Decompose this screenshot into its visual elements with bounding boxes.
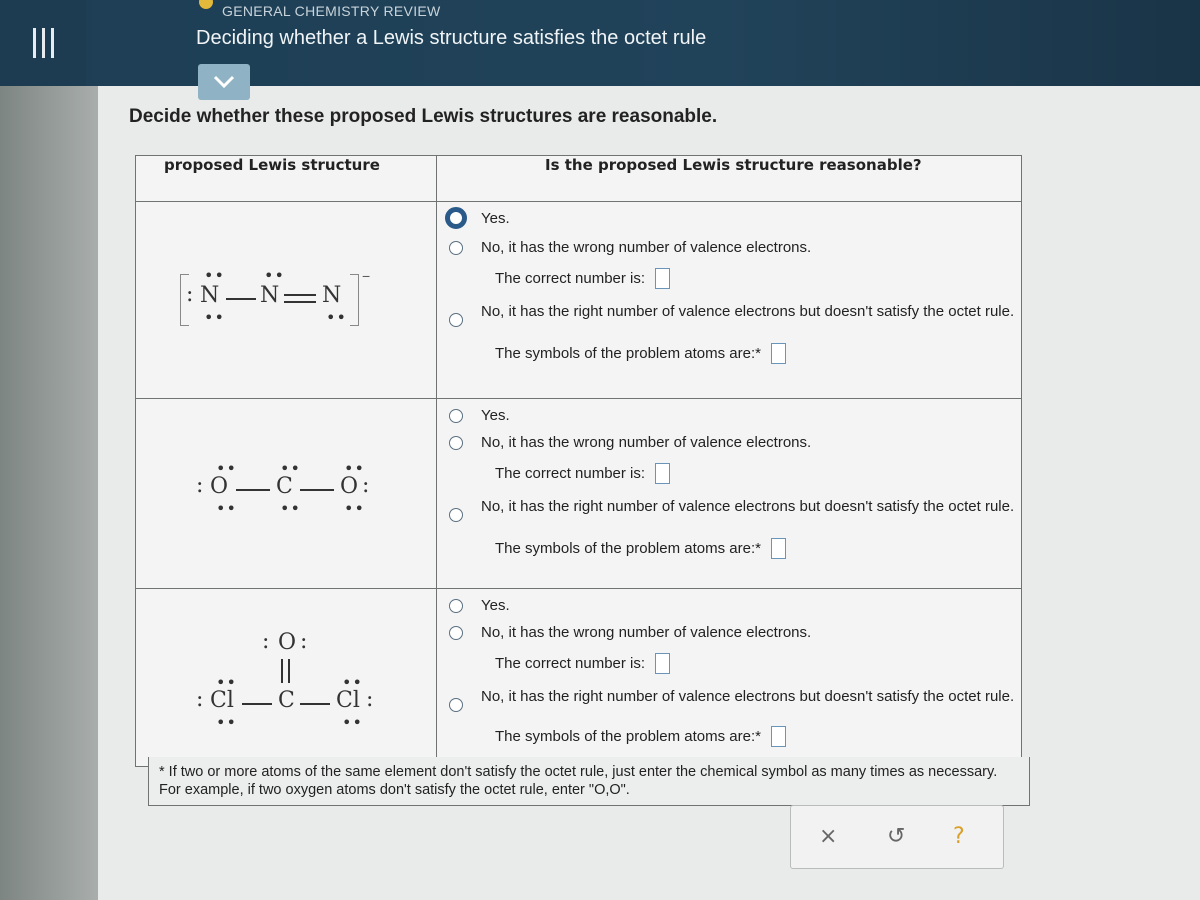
- footnote: * If two or more atoms of the same element don't satisfy the octet rule, just enter the chemical symbol as many times as necessary. For example, if two oxygen atoms don't satisfy the octet rule, enter "O,O".: [148, 757, 1030, 806]
- correct-number-input[interactable]: [655, 463, 670, 484]
- hamburger-icon: [33, 28, 54, 58]
- atom: C: [278, 688, 295, 713]
- problem-atoms-input[interactable]: [771, 343, 786, 364]
- chevron-down-icon: [213, 75, 235, 89]
- charge: −: [362, 268, 371, 284]
- option-wrong-count[interactable]: No, it has the wrong number of valence electrons.: [449, 239, 1021, 256]
- atom: Cl: [336, 688, 360, 713]
- clear-icon[interactable]: ×: [819, 824, 838, 849]
- radio[interactable]: [449, 626, 463, 640]
- correct-number-input[interactable]: [655, 653, 670, 674]
- answer-cell-1: [437, 202, 1022, 399]
- radio[interactable]: [449, 313, 463, 327]
- atom: C: [276, 474, 293, 499]
- atom: Cl: [210, 688, 234, 713]
- left-margin: [0, 0, 98, 900]
- help-icon[interactable]: ?: [953, 824, 965, 849]
- option-wrong-count[interactable]: No, it has the wrong number of valence electrons.: [449, 624, 1021, 641]
- option-octet[interactable]: No, it has the right number of valence electrons but doesn't satisfy the octet rule.: [449, 498, 1021, 522]
- lewis-structure-2: •• : O •• •• C •• •• O : ••: [196, 459, 370, 518]
- action-bar: [790, 805, 1004, 869]
- page-title: Deciding whether a Lewis structure satisfies the octet rule: [196, 27, 707, 49]
- atom: O: [210, 474, 229, 499]
- atom: N: [260, 283, 280, 308]
- correct-number-row: The correct number is:: [495, 268, 1021, 289]
- option-octet[interactable]: No, it has the right number of valence electrons but doesn't satisfy the octet rule.: [449, 688, 1021, 712]
- radio[interactable]: [449, 508, 463, 522]
- lewis-structure-1: : •• N •• •• N N •• −: [180, 270, 380, 330]
- option-yes[interactable]: Yes.: [449, 407, 1021, 424]
- radio[interactable]: [449, 409, 463, 423]
- correct-number-input[interactable]: [655, 268, 670, 289]
- correct-number-row: The correct number is:: [495, 653, 1021, 674]
- problem-atoms-row: The symbols of the problem atoms are:*: [495, 343, 1021, 364]
- structure-cell-3: [136, 589, 437, 767]
- menu-button[interactable]: [0, 0, 86, 86]
- question-table: [135, 155, 1022, 767]
- radio[interactable]: [449, 241, 463, 255]
- structure-cell-2: [136, 399, 437, 589]
- topic-label: GENERAL CHEMISTRY REVIEW: [222, 3, 441, 19]
- option-yes[interactable]: Yes.: [449, 597, 1021, 614]
- structure-cell-1: [136, 202, 437, 399]
- option-wrong-count[interactable]: No, it has the wrong number of valence electrons.: [449, 434, 1021, 451]
- radio[interactable]: [449, 599, 463, 613]
- column-header-reasonable: Is the proposed Lewis structure reasonable?: [437, 156, 1022, 202]
- option-yes[interactable]: Yes.: [449, 210, 1021, 229]
- option-octet[interactable]: No, it has the right number of valence electrons but doesn't satisfy the octet rule.: [449, 303, 1021, 327]
- atom: O: [340, 474, 359, 499]
- status-dot-icon: [199, 0, 213, 9]
- collapse-button[interactable]: [198, 64, 250, 100]
- atom: N: [322, 283, 342, 308]
- question-prompt: Decide whether these proposed Lewis structures are reasonable.: [129, 106, 718, 127]
- column-header-structure: proposed Lewis structure: [136, 156, 437, 202]
- problem-atoms-input[interactable]: [771, 726, 786, 747]
- atom: O: [278, 630, 297, 655]
- top-bar: [0, 0, 1200, 86]
- radio[interactable]: [449, 698, 463, 712]
- problem-atoms-input[interactable]: [771, 538, 786, 559]
- problem-atoms-row: The symbols of the problem atoms are:*: [495, 538, 1021, 559]
- atom: N: [200, 283, 220, 308]
- problem-atoms-row: The symbols of the problem atoms are:*: [495, 726, 1021, 747]
- answer-cell-2: [437, 399, 1022, 589]
- answer-cell-3: [437, 589, 1022, 767]
- correct-number-row: The correct number is:: [495, 463, 1021, 484]
- radio[interactable]: [449, 436, 463, 450]
- lewis-structure-3: : O : •• : Cl •• C •• Cl : ••: [196, 629, 374, 732]
- radio-selected[interactable]: [445, 207, 467, 229]
- undo-icon[interactable]: ↺: [887, 824, 906, 849]
